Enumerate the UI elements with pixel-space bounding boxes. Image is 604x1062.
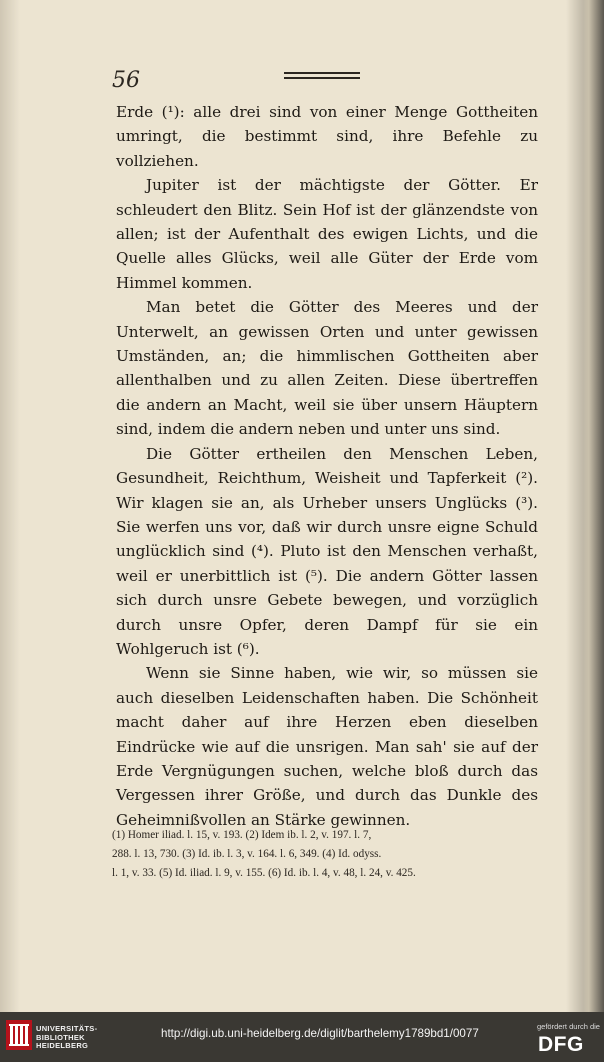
funded-by-label: gefördert durch die — [537, 1022, 600, 1031]
dfg-logo[interactable]: DFG — [538, 1033, 584, 1056]
paragraph: Wenn sie Sinne haben, wie wir, so müssen sie auch dieselben Leidenschaften haben. Die Schönheit macht daher auf ihre Herzen eben dieselben Eindrücke wie auf die unsrigen. Man sah' sie auf der Erde Vergnügungen suchen, welche bloß durch das Vergessen ihrer Größe, und durch das Dunkle des Geheimnißvollen an Stärke gewinnen. — [116, 664, 538, 829]
library-name[interactable] — [36, 1025, 97, 1051]
page-left-shade — [0, 0, 20, 1012]
university-library-logo-icon[interactable] — [6, 1020, 32, 1050]
header-rule — [284, 72, 360, 79]
library-name-line: BIBLIOTHEK — [36, 1032, 85, 1042]
footnote-line: (1) Homer iliad. l. 15, v. 193. (2) Idem ib. l. 2, v. 197. l. 7, — [112, 829, 372, 841]
library-name-line: HEIDELBERG — [36, 1041, 89, 1050]
body-text — [116, 100, 538, 832]
paragraph: Erde (¹): alle drei sind von einer Menge Gottheiten umringt, die bestimmt sind, ihre Befehle zu vollziehen. — [116, 103, 538, 170]
footnote-line: l. 1, v. 33. (5) Id. iliad. l. 9, v. 155. (6) Id. ib. l. 4, v. 48, l. 24, v. 425. — [112, 867, 416, 879]
permalink-url[interactable]: http://digi.ub.uni-heidelberg.de/diglit/barthelemy1789bd1/0077 — [161, 1027, 479, 1040]
library-name-line: UNIVERSITÄTS- — [36, 1024, 98, 1033]
footnote-line: 288. l. 13, 730. (3) Id. ib. l. 3, v. 164. l. 6, 349. (4) Id. odyss. — [112, 848, 382, 860]
footnotes — [112, 826, 540, 883]
paragraph: Die Götter ertheilen den Menschen Leben, Gesundheit, Reichthum, Weisheit und Tapferkeit (²). Wir klagen sie an, als Urheber unsers Unglücks (³). Sie werfen uns vor, daß wir durch unsre eigne Schuld unglücklich sind (⁴). Pluto ist den Menschen verhaßt, weil er unerbittlich ist (⁵). Die andern Götter lassen sich durch unsre Gebete bewegen, und vorzüglich durch unsre Opfer, deren Dampf für sie ein Wohlgeruch ist (⁶). — [116, 444, 538, 658]
paragraph: Jupiter ist der mächtigste der Götter. Er schleudert den Blitz. Sein Hof ist der glänzendste von allen; ist der Aufenthalt des ewigen Lichts, und die Quelle alles Glücks, weil alle Güter der Erde vom Himmel kommen. — [116, 176, 538, 292]
page-number: 56 — [112, 68, 140, 93]
paragraph: Man betet die Götter des Meeres und der Unterwelt, an gewissen Orten und unter gewissen Umständen, an; die himmlischen Gottheiten aber allenthalben und zu allen Zeiten. Diese übertreffen die andern an Macht, weil sie über unsern Häuptern sind, indem die andern neben und unter uns sind. — [116, 298, 538, 439]
page-binding-edge — [566, 0, 604, 1012]
